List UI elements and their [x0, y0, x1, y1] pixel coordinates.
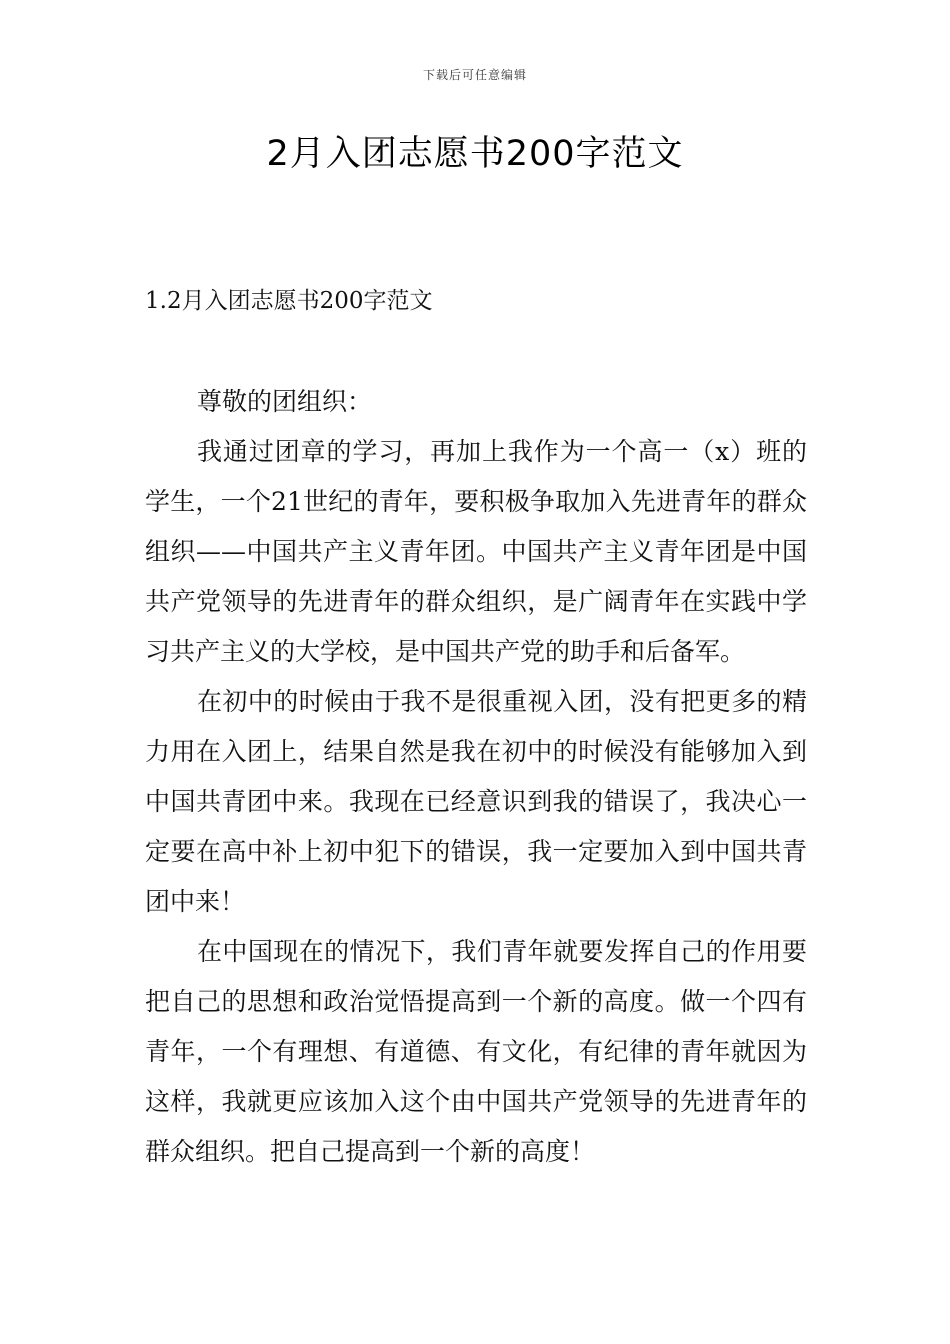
letter-body: [145, 377, 807, 1177]
paragraph-1: 我通过团章的学习，再加上我作为一个高一（x）班的学生，一个21世纪的青年，要积极争取加入先进青年的群众组织——中国共产主义青年团。中国共产主义青年团是中国共产党领导的先进青年的群众组织，是广阔青年在实践中学习共产主义的大学校，是中国共产党的助手和后备军。: [145, 437, 807, 666]
salutation: 尊敬的团组织：: [197, 387, 373, 416]
document-title: 2月入团志愿书200字范文: [266, 134, 684, 174]
header-note: 下载后可任意编辑: [422, 68, 527, 82]
paragraph-2: 在初中的时候由于我不是很重视入团，没有把更多的精力用在入团上，结果自然是我在初中的时候没有能够加入到中国共青团中来。我现在已经意识到我的错误了，我决心一定要在高中补上初中犯下的错误，我一定要加入到中国共青团中来！: [145, 687, 807, 916]
section-heading: 1.2月入团志愿书200字范文: [145, 288, 433, 314]
paragraph-3: 在中国现在的情况下，我们青年就要发挥自己的作用要把自己的思想和政治觉悟提高到一个新的高度。做一个四有青年，一个有理想、有道德、有文化，有纪律的青年就因为这样，我就更应该加入这个由中国共产党领导的先进青年的群众组织。把自己提高到一个新的高度！: [145, 937, 807, 1166]
